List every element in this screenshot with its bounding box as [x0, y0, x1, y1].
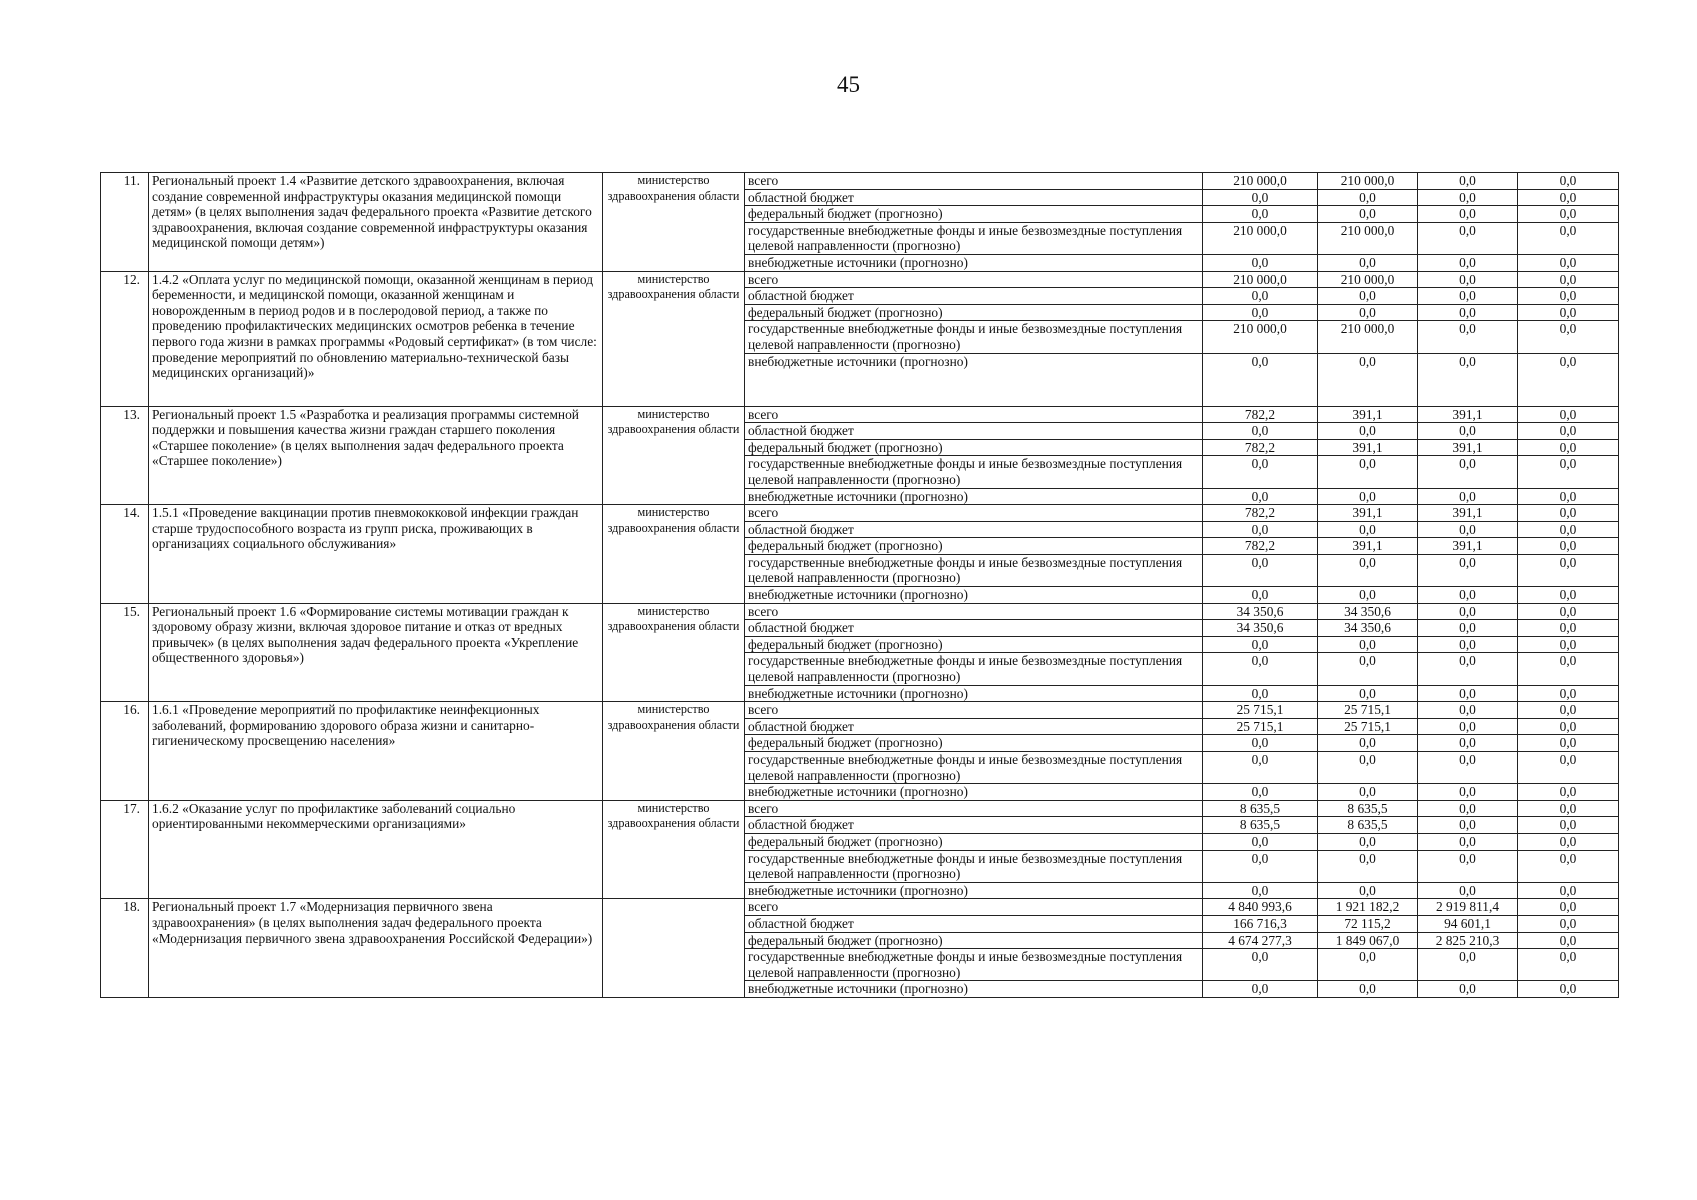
row-number: 15. [101, 603, 149, 702]
amount-cell: 0,0 [1518, 932, 1619, 949]
amount-cell: 0,0 [1318, 653, 1418, 685]
amount-cell: 0,0 [1518, 620, 1619, 637]
funding-source-funds: государственные внебюджетные фонды и иные безвозмездные поступления целевой направленности (прогнозно) [745, 554, 1203, 586]
amount-cell: 0,0 [1518, 538, 1619, 555]
amount-cell: 0,0 [1518, 636, 1619, 653]
funding-source-extra: внебюджетные источники (прогнозно) [745, 587, 1203, 604]
amount-cell: 0,0 [1318, 206, 1418, 223]
amount-cell: 210 000,0 [1318, 271, 1418, 288]
amount-cell: 0,0 [1418, 456, 1518, 488]
amount-cell: 0,0 [1203, 423, 1318, 440]
amount-cell: 0,0 [1518, 949, 1619, 981]
amount-cell: 0,0 [1203, 554, 1318, 586]
amount-cell: 0,0 [1418, 833, 1518, 850]
amount-cell: 0,0 [1518, 439, 1619, 456]
amount-cell: 782,2 [1203, 406, 1318, 423]
funding-source-extra: внебюджетные источники (прогнозно) [745, 882, 1203, 899]
responsible-executor: министерство здравоохранения области [603, 271, 745, 406]
amount-cell: 0,0 [1418, 321, 1518, 353]
funding-source-total: всего [745, 800, 1203, 817]
table-row [101, 800, 1619, 817]
amount-cell: 0,0 [1203, 752, 1318, 784]
amount-cell: 2 825 210,3 [1418, 932, 1518, 949]
amount-cell: 391,1 [1418, 406, 1518, 423]
amount-cell: 0,0 [1203, 949, 1318, 981]
amount-cell: 0,0 [1318, 488, 1418, 505]
amount-cell: 25 715,1 [1318, 702, 1418, 719]
amount-cell: 210 000,0 [1318, 222, 1418, 254]
amount-cell: 0,0 [1518, 752, 1619, 784]
amount-cell: 0,0 [1203, 488, 1318, 505]
responsible-executor: министерство здравоохранения области [603, 505, 745, 604]
amount-cell: 0,0 [1518, 222, 1619, 254]
amount-cell: 0,0 [1518, 653, 1619, 685]
amount-cell: 0,0 [1518, 915, 1619, 932]
amount-cell: 0,0 [1203, 850, 1318, 882]
amount-cell: 0,0 [1318, 784, 1418, 801]
funding-source-federal: федеральный бюджет (прогнозно) [745, 932, 1203, 949]
amount-cell: 0,0 [1518, 505, 1619, 522]
funding-table [100, 172, 1619, 998]
funding-source-extra: внебюджетные источники (прогнозно) [745, 254, 1203, 271]
funding-source-federal: федеральный бюджет (прогнозно) [745, 304, 1203, 321]
funding-source-extra: внебюджетные источники (прогнозно) [745, 784, 1203, 801]
amount-cell: 0,0 [1518, 833, 1619, 850]
row-number: 11. [101, 173, 149, 272]
funding-source-funds: государственные внебюджетные фонды и иные безвозмездные поступления целевой направленности (прогнозно) [745, 321, 1203, 353]
funding-source-federal: федеральный бюджет (прогнозно) [745, 439, 1203, 456]
amount-cell: 0,0 [1418, 206, 1518, 223]
amount-cell: 0,0 [1518, 173, 1619, 190]
amount-cell: 0,0 [1318, 254, 1418, 271]
funding-source-regional: областной бюджет [745, 620, 1203, 637]
amount-cell: 0,0 [1203, 254, 1318, 271]
amount-cell: 0,0 [1418, 521, 1518, 538]
amount-cell: 210 000,0 [1203, 222, 1318, 254]
funding-source-regional: областной бюджет [745, 718, 1203, 735]
amount-cell: 0,0 [1418, 304, 1518, 321]
funding-source-federal: федеральный бюджет (прогнозно) [745, 206, 1203, 223]
amount-cell: 0,0 [1318, 521, 1418, 538]
amount-cell: 0,0 [1518, 271, 1619, 288]
funding-source-regional: областной бюджет [745, 189, 1203, 206]
amount-cell: 0,0 [1318, 752, 1418, 784]
amount-cell: 782,2 [1203, 439, 1318, 456]
amount-cell: 0,0 [1518, 702, 1619, 719]
amount-cell: 210 000,0 [1203, 173, 1318, 190]
amount-cell: 0,0 [1518, 800, 1619, 817]
amount-cell: 34 350,6 [1203, 620, 1318, 637]
responsible-executor [603, 899, 745, 998]
amount-cell: 0,0 [1418, 254, 1518, 271]
amount-cell: 0,0 [1318, 833, 1418, 850]
funding-source-regional: областной бюджет [745, 915, 1203, 932]
amount-cell: 0,0 [1203, 653, 1318, 685]
funding-source-extra: внебюджетные источники (прогнозно) [745, 981, 1203, 998]
amount-cell: 25 715,1 [1203, 718, 1318, 735]
amount-cell: 0,0 [1318, 882, 1418, 899]
funding-source-funds: государственные внебюджетные фонды и иные безвозмездные поступления целевой направленности (прогнозно) [745, 456, 1203, 488]
amount-cell: 4 674 277,3 [1203, 932, 1318, 949]
amount-cell: 0,0 [1203, 304, 1318, 321]
responsible-executor: министерство здравоохранения области [603, 800, 745, 899]
amount-cell: 166 716,3 [1203, 915, 1318, 932]
amount-cell: 0,0 [1418, 981, 1518, 998]
amount-cell: 0,0 [1518, 288, 1619, 305]
funding-source-funds: государственные внебюджетные фонды и иные безвозмездные поступления целевой направленности (прогнозно) [745, 653, 1203, 685]
amount-cell: 210 000,0 [1203, 321, 1318, 353]
row-number: 13. [101, 406, 149, 505]
amount-cell: 72 115,2 [1318, 915, 1418, 932]
amount-cell: 0,0 [1418, 620, 1518, 637]
funding-source-federal: федеральный бюджет (прогнозно) [745, 735, 1203, 752]
amount-cell: 210 000,0 [1318, 173, 1418, 190]
amount-cell: 0,0 [1418, 685, 1518, 702]
funding-source-funds: государственные внебюджетные фонды и иные безвозмездные поступления целевой направленности (прогнозно) [745, 222, 1203, 254]
funding-source-total: всего [745, 271, 1203, 288]
amount-cell: 0,0 [1518, 353, 1619, 406]
amount-cell: 0,0 [1203, 206, 1318, 223]
amount-cell: 0,0 [1518, 521, 1619, 538]
funding-source-federal: федеральный бюджет (прогнозно) [745, 636, 1203, 653]
amount-cell: 0,0 [1418, 636, 1518, 653]
amount-cell: 34 350,6 [1203, 603, 1318, 620]
amount-cell: 0,0 [1318, 949, 1418, 981]
table-row [101, 505, 1619, 522]
amount-cell: 0,0 [1418, 189, 1518, 206]
amount-cell: 8 635,5 [1318, 800, 1418, 817]
amount-cell: 0,0 [1318, 554, 1418, 586]
funding-source-extra: внебюджетные источники (прогнозно) [745, 353, 1203, 406]
amount-cell: 0,0 [1203, 456, 1318, 488]
amount-cell: 0,0 [1518, 321, 1619, 353]
project-name: Региональный проект 1.6 «Формирование системы мотивации граждан к здоровому образу жизни, включая здоровое питание и отказ от вредных привычек» (в целях выполнения задач федерального проекта «Укрепление общественного здоровья») [149, 603, 603, 702]
project-name: 1.4.2 «Оплата услуг по медицинской помощи, оказанной женщинам в период беременности, и медицинской помощи, оказанной женщинам и новорожденным в период родов и в послеродовой период, а также по проведению профилактических медицинских осмотров ребенка в течение первого года жизни в рамках программы «Родовый сертификат» (в том числе: проведение мероприятий по обновлению материально-технической базы медицинских организаций)» [149, 271, 603, 406]
amount-cell: 210 000,0 [1203, 271, 1318, 288]
responsible-executor: министерство здравоохранения области [603, 603, 745, 702]
amount-cell: 1 849 067,0 [1318, 932, 1418, 949]
table-row [101, 173, 1619, 190]
amount-cell: 0,0 [1203, 189, 1318, 206]
amount-cell: 0,0 [1518, 488, 1619, 505]
funding-source-total: всего [745, 173, 1203, 190]
amount-cell: 4 840 993,6 [1203, 899, 1318, 916]
amount-cell: 0,0 [1518, 304, 1619, 321]
amount-cell: 0,0 [1518, 603, 1619, 620]
project-name: Региональный проект 1.5 «Разработка и реализация программы системной поддержки и повышения качества жизни граждан старшего поколения «Старшее поколение» (в целях выполнения задач федерального проекта «Старшее поколение») [149, 406, 603, 505]
amount-cell: 0,0 [1318, 288, 1418, 305]
amount-cell: 391,1 [1318, 538, 1418, 555]
row-number: 17. [101, 800, 149, 899]
funding-source-federal: федеральный бюджет (прогнозно) [745, 538, 1203, 555]
amount-cell: 391,1 [1318, 439, 1418, 456]
funding-source-extra: внебюджетные источники (прогнозно) [745, 488, 1203, 505]
amount-cell: 0,0 [1418, 817, 1518, 834]
amount-cell: 0,0 [1418, 222, 1518, 254]
amount-cell: 0,0 [1518, 784, 1619, 801]
amount-cell: 0,0 [1203, 521, 1318, 538]
project-name: 1.6.1 «Проведение мероприятий по профилактике неинфекционных заболеваний, формированию здорового образа жизни и санитарно-гигиеническому просвещению населения» [149, 702, 603, 801]
funding-source-regional: областной бюджет [745, 521, 1203, 538]
funding-source-federal: федеральный бюджет (прогнозно) [745, 833, 1203, 850]
amount-cell: 0,0 [1418, 718, 1518, 735]
amount-cell: 8 635,5 [1318, 817, 1418, 834]
amount-cell: 25 715,1 [1203, 702, 1318, 719]
amount-cell: 34 350,6 [1318, 620, 1418, 637]
amount-cell: 0,0 [1418, 702, 1518, 719]
responsible-executor: министерство здравоохранения области [603, 406, 745, 505]
amount-cell: 782,2 [1203, 505, 1318, 522]
funding-source-total: всего [745, 899, 1203, 916]
amount-cell: 0,0 [1203, 587, 1318, 604]
funding-source-total: всего [745, 505, 1203, 522]
amount-cell: 1 921 182,2 [1318, 899, 1418, 916]
amount-cell: 2 919 811,4 [1418, 899, 1518, 916]
amount-cell: 391,1 [1418, 538, 1518, 555]
funding-source-regional: областной бюджет [745, 423, 1203, 440]
amount-cell: 0,0 [1318, 189, 1418, 206]
amount-cell: 0,0 [1318, 304, 1418, 321]
amount-cell: 0,0 [1318, 685, 1418, 702]
amount-cell: 0,0 [1518, 718, 1619, 735]
amount-cell: 391,1 [1318, 505, 1418, 522]
row-number: 12. [101, 271, 149, 406]
amount-cell: 0,0 [1518, 899, 1619, 916]
funding-source-total: всего [745, 406, 1203, 423]
amount-cell: 391,1 [1418, 505, 1518, 522]
amount-cell: 0,0 [1318, 423, 1418, 440]
amount-cell: 0,0 [1318, 981, 1418, 998]
project-name: 1.6.2 «Оказание услуг по профилактике заболеваний социально ориентированными некоммерческими организациями» [149, 800, 603, 899]
amount-cell: 0,0 [1203, 353, 1318, 406]
amount-cell: 0,0 [1318, 353, 1418, 406]
amount-cell: 8 635,5 [1203, 800, 1318, 817]
amount-cell: 0,0 [1418, 554, 1518, 586]
amount-cell: 0,0 [1418, 949, 1518, 981]
amount-cell: 0,0 [1318, 456, 1418, 488]
amount-cell: 0,0 [1203, 882, 1318, 899]
amount-cell: 210 000,0 [1318, 321, 1418, 353]
amount-cell: 0,0 [1203, 784, 1318, 801]
responsible-executor: министерство здравоохранения области [603, 173, 745, 272]
amount-cell: 0,0 [1418, 288, 1518, 305]
amount-cell: 0,0 [1318, 587, 1418, 604]
amount-cell: 0,0 [1418, 752, 1518, 784]
amount-cell: 0,0 [1418, 603, 1518, 620]
amount-cell: 0,0 [1418, 488, 1518, 505]
row-number: 18. [101, 899, 149, 998]
amount-cell: 0,0 [1203, 981, 1318, 998]
amount-cell: 0,0 [1418, 423, 1518, 440]
responsible-executor: министерство здравоохранения области [603, 702, 745, 801]
amount-cell: 0,0 [1418, 800, 1518, 817]
amount-cell: 0,0 [1518, 206, 1619, 223]
amount-cell: 0,0 [1518, 456, 1619, 488]
amount-cell: 0,0 [1418, 882, 1518, 899]
table-row [101, 271, 1619, 288]
amount-cell: 391,1 [1318, 406, 1418, 423]
amount-cell: 0,0 [1518, 254, 1619, 271]
funding-source-total: всего [745, 702, 1203, 719]
funding-source-total: всего [745, 603, 1203, 620]
amount-cell: 0,0 [1418, 850, 1518, 882]
funding-source-funds: государственные внебюджетные фонды и иные безвозмездные поступления целевой направленности (прогнозно) [745, 752, 1203, 784]
amount-cell: 0,0 [1418, 587, 1518, 604]
amount-cell: 0,0 [1518, 189, 1619, 206]
page-number: 45 [837, 72, 860, 97]
amount-cell: 0,0 [1518, 587, 1619, 604]
amount-cell: 94 601,1 [1418, 915, 1518, 932]
amount-cell: 0,0 [1518, 850, 1619, 882]
amount-cell: 8 635,5 [1203, 817, 1318, 834]
amount-cell: 25 715,1 [1318, 718, 1418, 735]
funding-source-funds: государственные внебюджетные фонды и иные безвозмездные поступления целевой направленности (прогнозно) [745, 949, 1203, 981]
amount-cell: 0,0 [1518, 981, 1619, 998]
amount-cell: 0,0 [1518, 423, 1619, 440]
row-number: 14. [101, 505, 149, 604]
table-row [101, 406, 1619, 423]
amount-cell: 0,0 [1318, 636, 1418, 653]
amount-cell: 0,0 [1203, 685, 1318, 702]
amount-cell: 0,0 [1418, 784, 1518, 801]
project-name: Региональный проект 1.7 «Модернизация первичного звена здравоохранения» (в целях выполнения задач федерального проекта «Модернизация первичного звена здравоохранения Российской Федерации») [149, 899, 603, 998]
amount-cell: 0,0 [1418, 353, 1518, 406]
amount-cell: 0,0 [1518, 735, 1619, 752]
funding-source-funds: государственные внебюджетные фонды и иные безвозмездные поступления целевой направленности (прогнозно) [745, 850, 1203, 882]
amount-cell: 0,0 [1203, 833, 1318, 850]
amount-cell: 0,0 [1318, 850, 1418, 882]
table-row [101, 603, 1619, 620]
amount-cell: 391,1 [1418, 439, 1518, 456]
amount-cell: 0,0 [1518, 685, 1619, 702]
amount-cell: 0,0 [1318, 735, 1418, 752]
funding-source-regional: областной бюджет [745, 288, 1203, 305]
amount-cell: 0,0 [1518, 554, 1619, 586]
amount-cell: 0,0 [1203, 288, 1318, 305]
funding-source-extra: внебюджетные источники (прогнозно) [745, 685, 1203, 702]
amount-cell: 782,2 [1203, 538, 1318, 555]
amount-cell: 0,0 [1418, 173, 1518, 190]
table-row [101, 702, 1619, 719]
table-row [101, 899, 1619, 916]
amount-cell: 0,0 [1518, 406, 1619, 423]
amount-cell: 0,0 [1203, 735, 1318, 752]
project-name: 1.5.1 «Проведение вакцинации против пневмококковой инфекции граждан старше трудоспособного возраста из групп риска, проживающих в организациях социального обслуживания» [149, 505, 603, 604]
project-name: Региональный проект 1.4 «Развитие детского здравоохранения, включая создание современной инфраструктуры оказания медицинской помощи детям» (в целях выполнения задач федерального проекта «Развитие детского здравоохранения, включая создание современной инфраструктуры оказания медицинской помощи детям») [149, 173, 603, 272]
amount-cell: 0,0 [1203, 636, 1318, 653]
funding-source-regional: областной бюджет [745, 817, 1203, 834]
amount-cell: 0,0 [1418, 653, 1518, 685]
amount-cell: 34 350,6 [1318, 603, 1418, 620]
row-number: 16. [101, 702, 149, 801]
amount-cell: 0,0 [1418, 271, 1518, 288]
amount-cell: 0,0 [1418, 735, 1518, 752]
amount-cell: 0,0 [1518, 882, 1619, 899]
amount-cell: 0,0 [1518, 817, 1619, 834]
